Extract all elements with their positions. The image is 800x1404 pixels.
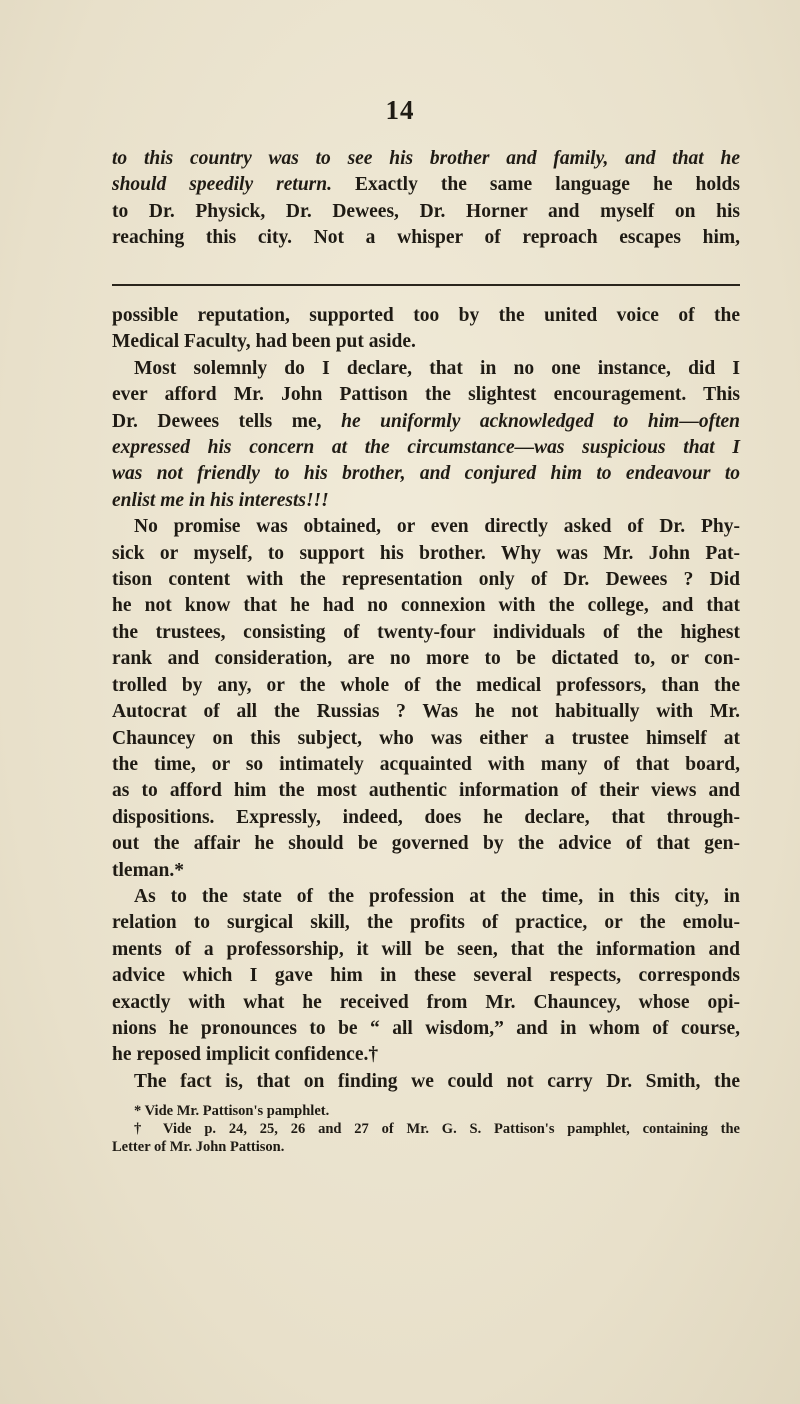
text-line [112, 937, 740, 963]
italic-text: he uniformly acknowledged to him—often [341, 410, 740, 432]
italic-text: to this country was to see his brother and family, and that he [112, 148, 740, 169]
text-run: Chauncey on this subject, who was either a trustee himself at [112, 727, 740, 749]
text-line [112, 726, 740, 752]
body-text [112, 303, 740, 1095]
footnotes [112, 1102, 740, 1156]
text-line [112, 620, 740, 646]
text-line [112, 673, 740, 699]
text-run: Dr. Dewees tells me, [112, 410, 342, 432]
text-line [112, 461, 740, 487]
italic-text: enlist me in his interests!!! [112, 489, 329, 511]
text-line [112, 1042, 740, 1068]
text-line [112, 778, 740, 804]
text-line [112, 329, 740, 355]
text-line [112, 831, 740, 857]
text-line [112, 884, 740, 910]
text-run: he not know that he had no connexion with the college, and that [112, 595, 740, 617]
text-run: to Dr. Physick, Dr. Dewees, Dr. Horner and myself on his [112, 200, 740, 222]
text-line [112, 963, 740, 989]
text-line [112, 356, 740, 382]
text-run: rank and consideration, are no more to be dictated to, or con- [112, 648, 740, 670]
text-line [112, 1138, 740, 1156]
text-run: As to the state of the profession at the time, in this city, in [134, 885, 740, 907]
text-run: as to afford him the most authentic information of their views and [112, 780, 740, 802]
text-line [112, 382, 740, 408]
text-run: ments of a professorship, it will be seen, that the information and [112, 938, 740, 960]
text-run: The fact is, that on finding we could not carry Dr. Smith, the [134, 1070, 740, 1092]
text-run: Medical Faculty, had been put aside. [112, 331, 416, 353]
text-line [112, 225, 740, 251]
italic-text: should speedily return. [112, 174, 332, 196]
text-run: Exactly the same language he holds [331, 174, 740, 196]
text-line [112, 409, 740, 435]
text-line [112, 646, 740, 672]
text-run: relation to surgical skill, the profits of practice, or the emolu- [112, 912, 740, 934]
text-line [112, 910, 740, 936]
text-line [112, 1069, 740, 1095]
text-line [112, 990, 740, 1016]
text-line [112, 699, 740, 725]
text-line [112, 541, 740, 567]
text-run: exactly with what he received from Mr. Chauncey, whose opi- [112, 991, 740, 1013]
text-run: † Vide p. 24, 25, 26 and 27 of Mr. G. S. Pattison's pamphlet, containing the [134, 1121, 740, 1137]
section-divider [112, 284, 740, 286]
text-run: sick or myself, to support his brother. Why was Mr. John Pat- [112, 542, 740, 564]
text-line [112, 146, 740, 172]
text-run: No promise was obtained, or even directly asked of Dr. Phy- [134, 516, 740, 538]
text-line [112, 1016, 740, 1042]
text-run: ever afford Mr. John Pattison the slightest encouragement. This [112, 384, 740, 406]
text-run: reaching this city. Not a whisper of reproach escapes him, [112, 227, 740, 249]
text-line [112, 514, 740, 540]
text-run: tleman.* [112, 859, 185, 881]
text-line [112, 805, 740, 831]
text-run: possible reputation, supported too by the united voice of the [112, 305, 740, 326]
text-line [112, 435, 740, 461]
text-run: Autocrat of all the Russias ? Was he not habitually with Mr. [112, 701, 740, 723]
page-number: 14 [385, 95, 415, 125]
text-run: out the affair he should be governed by the advice of that gen- [112, 833, 740, 855]
text-run: Letter of Mr. John Pattison. [112, 1139, 285, 1155]
continued-paragraph [112, 146, 740, 252]
text-line [112, 858, 740, 884]
text-run: the trustees, consisting of twenty-four individuals of the highest [112, 621, 740, 643]
text-run: he reposed implicit confidence.† [112, 1044, 379, 1066]
text-run: trolled by any, or the whole of the medical professors, than the [112, 674, 740, 696]
text-line [112, 593, 740, 619]
text-line [112, 1102, 740, 1120]
italic-text: expressed his concern at the circumstance—was suspicious that I [112, 437, 740, 459]
text-run: * Vide Mr. Pattison's pamphlet. [134, 1103, 330, 1119]
text-line [112, 1120, 740, 1138]
text-run: tison content with the representation only of Dr. Dewees ? Did [112, 569, 740, 591]
text-run: dispositions. Expressly, indeed, does he declare, that through- [112, 806, 740, 828]
text-line [112, 172, 740, 198]
text-run: Most solemnly do I declare, that in no one instance, did I [134, 357, 740, 379]
text-line [112, 752, 740, 778]
text-run: the time, or so intimately acquainted with many of that board, [112, 753, 740, 775]
text-run: nions he pronounces to be “ all wisdom,” and in whom of course, [112, 1017, 740, 1039]
text-run: advice which I gave him in these several respects, corresponds [112, 965, 740, 987]
text-line [112, 303, 740, 329]
text-line [112, 567, 740, 593]
text-line [112, 488, 740, 514]
italic-text: was not friendly to his brother, and conjured him to endeavour to [112, 463, 740, 485]
text-line [112, 199, 740, 225]
